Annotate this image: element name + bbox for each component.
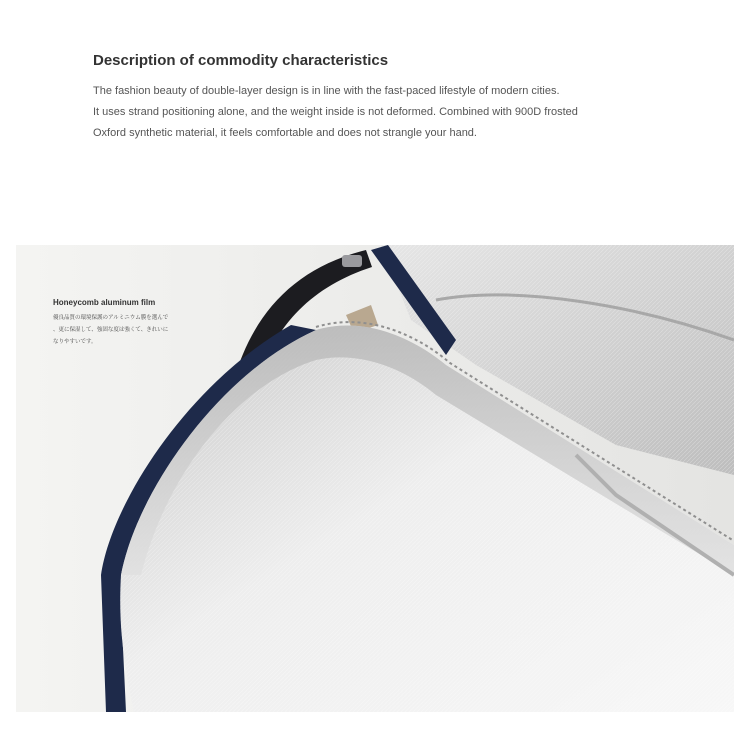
product-photo — [16, 245, 734, 712]
description-line: It uses strand positioning alone, and the weight inside is not deformed. Combined with 900D frosted — [93, 106, 578, 118]
feature-jp-line: 、更に保湿して、強固な度は強くて、きれいに — [53, 327, 169, 333]
feature-jp-line: なりやすいです。 — [53, 339, 97, 345]
feature-callout — [53, 298, 218, 348]
description-body — [93, 81, 693, 144]
description-title: Description of commodity characteristics — [93, 52, 389, 69]
feature-title: Honeycomb aluminum film — [53, 298, 156, 307]
description-line: The fashion beauty of double-layer design is in line with the fast-paced lifestyle of modern cities. — [93, 85, 560, 97]
description-line: Oxford synthetic material, it feels comfortable and does not strangle your hand. — [93, 127, 477, 139]
feature-jp-line: 優良品質の環境保護のアルミニウム膜を選んで — [53, 315, 169, 321]
